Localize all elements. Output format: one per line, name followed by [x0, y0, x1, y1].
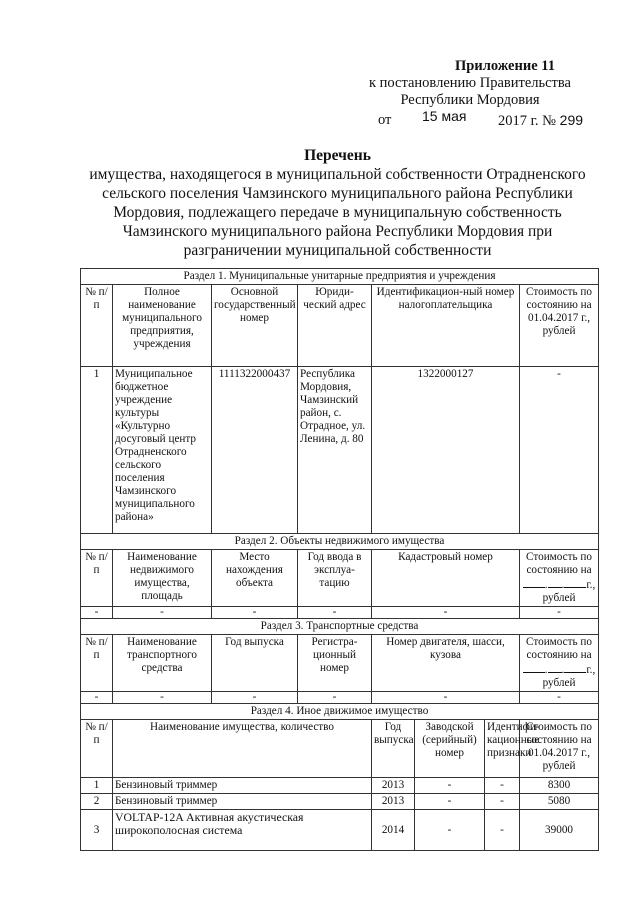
- s2-dash-year: -: [298, 607, 372, 619]
- section2-header-row: [81, 550, 599, 607]
- s3-cost-blank-month: [548, 662, 562, 673]
- section2-title: Раздел 2. Объекты недвижимого имущества: [81, 534, 599, 550]
- s2-header-name: Наименование недвижимого имущества, площадь: [113, 550, 212, 607]
- s3-dash-year: -: [212, 692, 298, 704]
- date-year-label: [498, 112, 583, 130]
- s3-header-year: Год выпуска: [212, 635, 298, 692]
- s4-row2-num: 2: [81, 794, 113, 810]
- section4-title: Раздел 4. Иное движимое имущество: [81, 704, 599, 720]
- s4-row2-serial: -: [415, 794, 485, 810]
- s1-header-name: Полное наименование муниципального предприятия, учреждения: [113, 285, 212, 367]
- s2-dash-num: -: [81, 607, 113, 619]
- appendix-date-line: [340, 109, 600, 128]
- s1-row-cost: -: [520, 367, 599, 534]
- title-line-1: имущества, находящегося в муниципальной собственности Отрадненского: [89, 166, 586, 183]
- title-line-2: сельского поселения Чамзинского муниципального района Республики: [102, 185, 573, 202]
- table-row: [81, 794, 599, 810]
- s3-dash-cost: -: [520, 692, 599, 704]
- s2-dash-location: -: [212, 607, 298, 619]
- title-line-4: Чамзинского муниципального района Республики Мордовия при: [122, 223, 553, 240]
- s4-header-serial: Заводской (серийный) номер: [415, 720, 485, 778]
- s2-cost-line1: Стоимость по состоянию на: [526, 551, 592, 576]
- s4-row1-serial: -: [415, 778, 485, 794]
- s4-row3-cost: 39000: [520, 810, 599, 851]
- s3-cost-line3: рублей: [542, 677, 576, 689]
- s2-header-location: Место нахождения объекта: [212, 550, 298, 607]
- s3-dash-engine: -: [372, 692, 520, 704]
- s3-header-regnum: Регистра-ционный номер: [298, 635, 372, 692]
- section1-title: Раздел 1. Муниципальные унитарные предприятия и учреждения: [81, 269, 599, 285]
- section3-title: Раздел 3. Транспортные средства: [81, 619, 599, 635]
- s3-header-engine: Номер двигателя, шасси, кузова: [372, 635, 520, 692]
- s3-dash-name: -: [113, 692, 212, 704]
- s1-header-ogrn: Основной государственный номер: [212, 285, 298, 367]
- s1-row-name: Муниципальное бюджетное учреждение культуры «Культурно досуговый центр Отрадненского сельского поселения Чамзинского муниципального района»: [113, 367, 212, 534]
- s3-header-num: № п/п: [81, 635, 113, 692]
- decree-number: 299: [559, 112, 584, 128]
- property-table: [80, 268, 599, 851]
- s2-dash-cost: -: [520, 607, 599, 619]
- s3-header-cost: Стоимость по состоянию на . . г., рублей: [520, 635, 599, 692]
- date-day: 15 мая: [422, 108, 467, 124]
- s3-cost-suffix: г.,: [586, 664, 596, 676]
- s2-cost-suffix: г.,: [586, 579, 596, 591]
- date-prefix: от: [378, 112, 392, 128]
- s4-row1-ident: -: [485, 778, 520, 794]
- s4-header-year: Год выпуска: [372, 720, 415, 778]
- s4-row1-name: Бензиновый триммер: [113, 778, 372, 794]
- s4-header-num: № п/п: [81, 720, 113, 778]
- s3-dash-num: -: [81, 692, 113, 704]
- s4-row2-name: Бензиновый триммер: [113, 794, 372, 810]
- s4-row3-ident: -: [485, 810, 520, 851]
- s1-header-cost: Стоимость по состоянию на 01.04.2017 г., рублей: [520, 285, 599, 367]
- s2-header-cadastral: Кадастровый номер: [372, 550, 520, 607]
- table-row: [81, 367, 599, 534]
- s4-header-ident: Идентифи-кационные признаки: [485, 720, 520, 778]
- s3-header-name: Наименование транспортного средства: [113, 635, 212, 692]
- section1-header-row: [81, 285, 599, 367]
- s2-cost-blank-year: [564, 577, 586, 588]
- title-line-5: разграничении муниципальной собственности: [183, 242, 492, 259]
- s1-row-ogrn: 1111322000437: [212, 367, 298, 534]
- s4-row3-year: 2014: [372, 810, 415, 851]
- s3-cost-blank-day: [523, 662, 545, 673]
- s2-header-year: Год ввода в эксплуа-тацию: [298, 550, 372, 607]
- s1-header-inn: Идентификацион-ный номер налогоплательщика: [372, 285, 520, 367]
- s1-header-num: № п/п: [81, 285, 113, 367]
- title-line-3: Мордовия, подлежащего передаче в муниципальную собственность: [113, 204, 562, 221]
- table-row: [81, 607, 599, 619]
- s1-row-address: Республика Мордовия, Чамзинский район, с. Отрадное, ул. Ленина, д. 80: [298, 367, 372, 534]
- s4-row3-num: 3: [81, 810, 113, 851]
- s4-header-name: Наименование имущества, количество: [113, 720, 372, 778]
- date-year: 2017 г. №: [498, 113, 557, 129]
- s2-dash-cadastral: -: [372, 607, 520, 619]
- s2-header-num: № п/п: [81, 550, 113, 607]
- s4-row2-ident: -: [485, 794, 520, 810]
- table-row: [81, 810, 599, 851]
- s1-header-address: Юриди-ческий адрес: [298, 285, 372, 367]
- s4-row2-cost: 5080: [520, 794, 599, 810]
- document-title: [60, 146, 615, 260]
- s4-row3-serial: -: [415, 810, 485, 851]
- s4-row1-year: 2013: [372, 778, 415, 794]
- s2-cost-blank-day: [523, 577, 545, 588]
- s1-row-num: 1: [81, 367, 113, 534]
- table-row: [81, 692, 599, 704]
- s3-cost-blank-year: [564, 662, 586, 673]
- table-row: [81, 778, 599, 794]
- appendix-line2: Республики Мордовия: [400, 92, 540, 108]
- section3-header-row: [81, 635, 599, 692]
- appendix-title: Приложение 11: [455, 58, 555, 74]
- s2-header-cost: Стоимость по состоянию на . . г., рублей: [520, 550, 599, 607]
- s2-cost-blank-month: [548, 577, 562, 588]
- appendix-block: [340, 58, 600, 128]
- s3-cost-line1: Стоимость по состоянию на: [526, 636, 592, 661]
- appendix-line1: к постановлению Правительства: [369, 75, 571, 91]
- section4-header-row: [81, 720, 599, 778]
- s4-row1-cost: 8300: [520, 778, 599, 794]
- s4-row1-num: 1: [81, 778, 113, 794]
- document-heading: Перечень: [304, 147, 371, 164]
- s4-row3-name: VOLTAP-12A Активная акустическая широкополосная система: [113, 810, 372, 851]
- s3-dash-regnum: -: [298, 692, 372, 704]
- s4-row2-year: 2013: [372, 794, 415, 810]
- s4-header-cost: Стоимость по состоянию на 01.04.2017 г., рублей: [520, 720, 599, 778]
- s1-row-inn: 1322000127: [372, 367, 520, 534]
- s2-dash-name: -: [113, 607, 212, 619]
- s2-cost-line3: рублей: [542, 592, 576, 604]
